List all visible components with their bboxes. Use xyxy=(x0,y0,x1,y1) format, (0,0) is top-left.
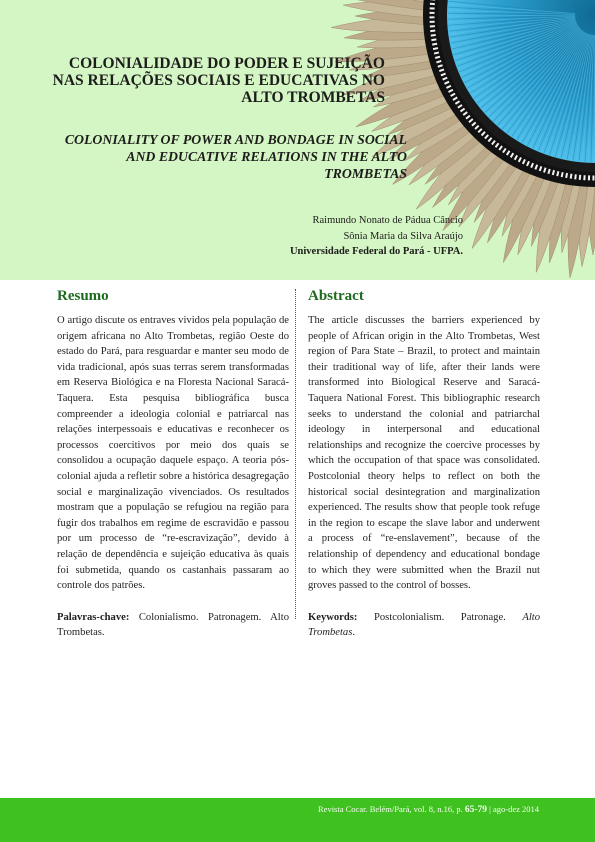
title-english: COLONIALITY OF POWER AND BONDAGE IN SOCIAL AND EDUCATIVE RELATIONS IN THE ALTO TROMBETAS xyxy=(64,132,407,181)
abstract-text: The article discusses the barriers experienced by people of African origin in the Alto Trombetas, West region of Para State – Brazil, to protect and maintain their traditional way of life, after their lands were transformed into Biological Reserve and Saracá-Taquera National Forest. This bibliographic research seeks to understand the colonial and patriarchal ideology in interpersonal and educational relationships and recognize the coercive processes by which the occupation of that space was consolidated. Postcolonial theory helps to reflect on both the historical social desintegration and marginalization experienced. The results show that people took refuge in the region to escape the slave labor and underwent a process of “re-enslavement”, because of the relationship of dependency and educational bondage to which they were submitted when the Brazil nut groves passed to the control of bosses. xyxy=(308,315,540,592)
title-portuguese: COLONIALIDADE DO PODER E SUJEIÇÃO NAS RELAÇÕES SOCIAIS E EDUCATIVAS NO ALTO TROMBETAS xyxy=(52,55,385,106)
resumo-heading: Resumo xyxy=(57,288,109,304)
abstract-column xyxy=(308,288,540,641)
column-divider xyxy=(295,289,296,619)
keywords-label: Keywords: xyxy=(308,611,358,623)
keywords-italic: Alto Trombetas xyxy=(308,611,540,639)
keywords-list: Colonialismo. Patronagem. Alto Trombetas. xyxy=(57,611,289,639)
keywords-label: Palavras-chave: xyxy=(57,611,130,623)
keywords-end: . xyxy=(352,627,356,639)
citation-text: Revista Cocar. Belém/Pará, vol. 8, n.16, p. xyxy=(318,804,465,814)
footer-band xyxy=(0,798,595,842)
resumo-keywords xyxy=(57,610,289,641)
abstract-keywords xyxy=(308,610,540,641)
author-name: Raimundo Nonato de Pádua Câncio xyxy=(312,215,463,226)
header-band xyxy=(0,0,595,280)
institution: Universidade Federal do Pará - UFPA. xyxy=(289,246,463,257)
period-text: | ago-dez 2014 xyxy=(487,804,539,814)
authors-block xyxy=(163,213,463,260)
resumo-column xyxy=(57,288,289,641)
abstract-heading: Abstract xyxy=(308,288,364,304)
author-name: Sônia Maria da Silva Araújo xyxy=(343,230,463,242)
resumo-text: O artigo discute os entraves vividos pela população de origem africana no Alto Trombetas, região Oeste do estado do Pará, para resguardar e manter seu modo de vida tradicional, após suas terras serem transformadas em Reserva Biológica e na Floresta Nacional Saracá-Taquera. Esta pesquisa bibliográfica busca compreender a ideologia colonial e patriarcal nas relações interpessoais e educativas e reconhecer os processos coercitivos por meio dos quais se consolidou a ocupação daquele espaço. A teoria pós-colonial ajuda a refletir sobre a histórica desagregação social e marginalização vivenciados. Os resultados mostram que a população se refugiou na região para fugir dos trabalhos em regime de escravidão e passou por um processo de “re-escravização”, devido à relação de dependência e sujeição educativa às quais foi submetida, quando os castanhais passaram ao controle dos patrões. xyxy=(57,315,289,592)
keywords-list: Postcolonialism. Patronage. xyxy=(357,611,523,623)
page-range: 65-79 xyxy=(464,805,488,815)
footer-citation xyxy=(318,804,539,815)
